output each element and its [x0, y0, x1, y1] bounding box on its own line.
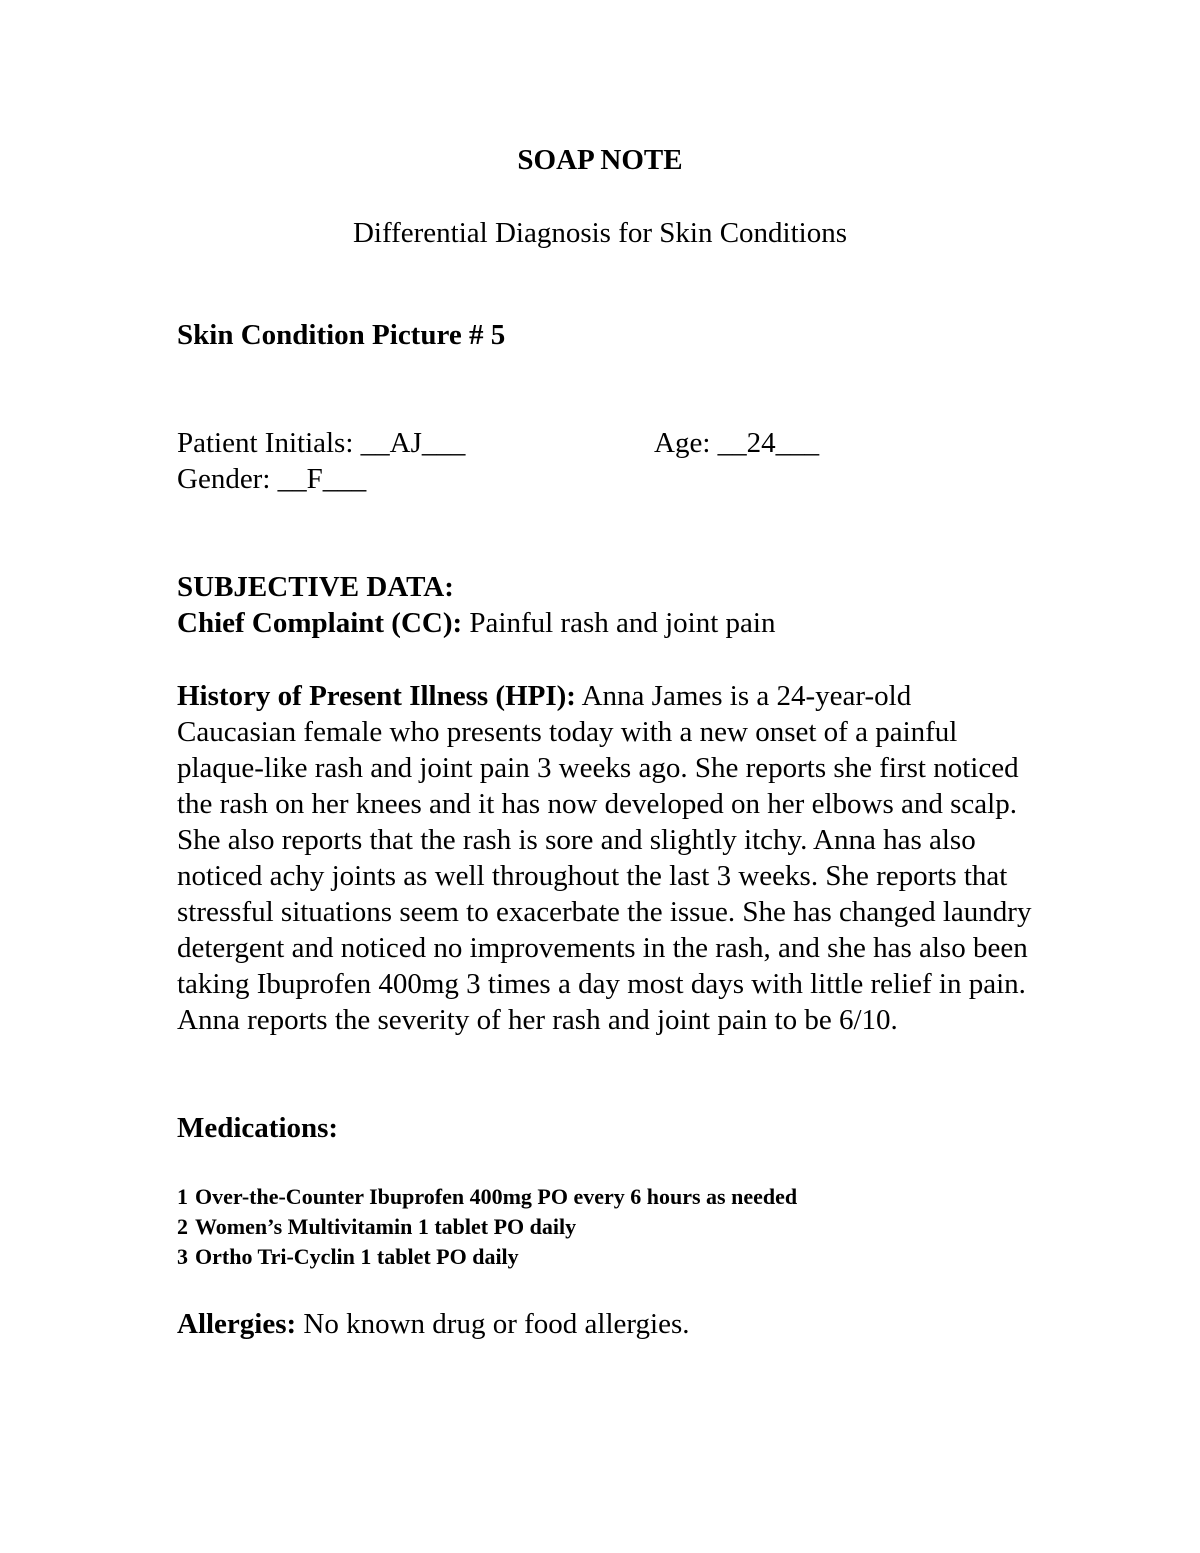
hpi-text: Anna James is a 24-year-old Caucasian female who presents today with a new onset of a painful plaque-like rash and joint pain 3 weeks ago. She reports she first noticed the rash on her knees and it has now developed on her elbows and scalp. She also reports that the rash is sore and slightly itchy. Anna has also noticed achy joints as well throughout the last 3 weeks. She reports that stressful situations seem to exacerbate the issue. She has changed laundry detergent and noticed no improvements in the rash, and she has also been taking Ibuprofen 400mg 3 times a day most days with little relief in pain. Anna reports the severity of her rash and joint pain to be 6/10. — [177, 680, 1032, 1036]
chief-complaint-value: Painful rash and joint pain — [462, 607, 776, 639]
medication-text: Over-the-Counter Ibuprofen 400mg PO every 6 hours as needed — [195, 1184, 798, 1209]
allergies-value: No known drug or food allergies. — [296, 1308, 690, 1340]
chief-complaint-label: Chief Complaint (CC): — [177, 607, 463, 639]
allergies-label: Allergies: — [177, 1308, 297, 1340]
hpi-label: History of Present Illness (HPI): — [177, 680, 576, 712]
medication-item — [177, 1242, 1037, 1272]
skin-condition-picture-label: Skin Condition Picture # 5 — [177, 319, 506, 351]
patient-gender: Gender: __F___ — [177, 463, 367, 495]
allergies — [177, 1306, 1037, 1342]
document-subtitle: Differential Diagnosis for Skin Conditions — [352, 217, 848, 249]
history-present-illness — [177, 678, 1037, 1038]
patient-info-row — [177, 425, 1037, 461]
medication-item — [177, 1182, 1037, 1212]
patient-age: Age: __24___ — [654, 427, 820, 459]
document-title: SOAP NOTE — [517, 144, 683, 176]
medication-number: 1 — [177, 1184, 188, 1209]
medications-heading: Medications: — [177, 1112, 339, 1144]
medication-number: 3 — [177, 1244, 188, 1269]
chief-complaint — [177, 605, 1037, 641]
medication-text: Women’s Multivitamin 1 tablet PO daily — [195, 1214, 577, 1239]
subjective-heading: SUBJECTIVE DATA: — [177, 571, 454, 603]
medication-text: Ortho Tri-Cyclin 1 tablet PO daily — [195, 1244, 519, 1269]
medications-list — [177, 1182, 1037, 1272]
medication-number: 2 — [177, 1214, 188, 1239]
patient-initials: Patient Initials: __AJ___ — [177, 427, 466, 459]
medication-item — [177, 1212, 1037, 1242]
